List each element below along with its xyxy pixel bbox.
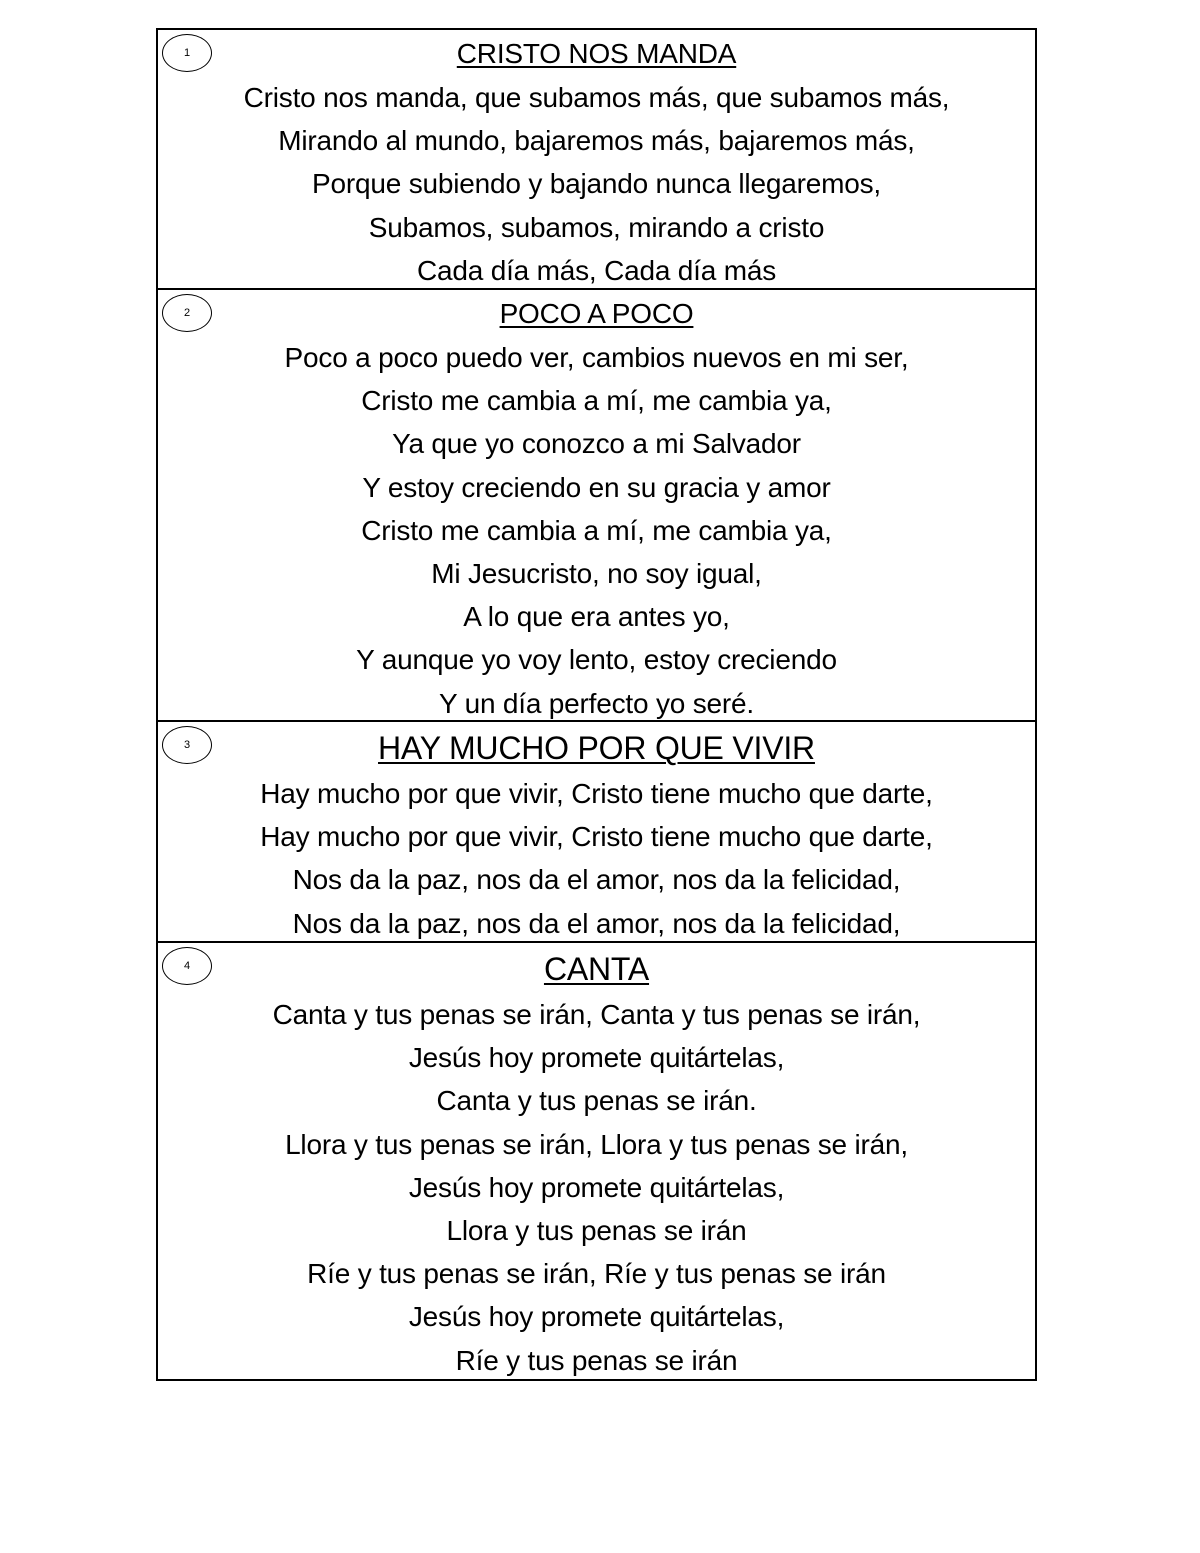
lyric-line: Ríe y tus penas se irán, Ríe y tus penas se irán [307,1258,886,1290]
song-lyrics [158,76,1035,290]
lyric-line: Mi Jesucristo, no soy igual, [431,558,762,590]
lyric-line: Cada día más, Cada día más [417,254,776,286]
song-number-badge: 4 [162,947,212,985]
song-number-badge: 2 [162,294,212,332]
lyric-line: Subamos, subamos, mirando a cristo [368,211,825,243]
lyric-line: Poco a poco puedo ver, cambios nuevos en mi ser, [284,342,909,373]
song-number-badge: 3 [162,726,212,764]
lyric-line: Jesús hoy promete quitártelas, [408,1171,785,1203]
lyric-line: Nos da la paz, nos da el amor, nos da la felicidad, [292,864,901,896]
song-title: POCO A POCO [499,298,694,329]
lyric-line: Hay mucho por que vivir, Cristo tiene mucho que darte, [260,821,933,853]
lyric-line: Nos da la paz, nos da el amor, nos da la felicidad, [292,907,901,939]
lyric-line: Jesús hoy promete quitártelas, [408,1042,785,1074]
song-number-badge: 1 [162,34,212,72]
lyric-line: Y aunque yo voy lento, estoy creciendo [356,644,837,676]
lyric-line: Cristo nos manda, que subamos más, que subamos más, [243,82,950,113]
lyric-line: Y un día perfecto yo seré. [439,687,754,719]
song-lyrics [158,772,1035,943]
song-lyrics [158,336,1035,722]
lyric-line: Canta y tus penas se irán. [436,1085,757,1117]
song-title: CRISTO NOS MANDA [456,38,737,69]
song-block-2 [158,290,1035,722]
lyric-line: Porque subiendo y bajando nunca llegaremos, [312,168,881,200]
lyric-line: Ya que yo conozco a mi Salvador [392,428,801,460]
song-block-4 [158,943,1035,1379]
lyric-line: Canta y tus penas se irán, Canta y tus penas se irán, [272,999,921,1030]
lyric-line: Hay mucho por que vivir, Cristo tiene mucho que darte, [260,778,933,809]
song-title: HAY MUCHO POR QUE VIVIR [378,730,815,766]
song-lyrics [158,993,1035,1379]
lyric-line: Mirando al mundo, bajaremos más, bajaremos más, [278,125,915,157]
lyric-line: A lo que era antes yo, [463,601,730,633]
lyric-line: Cristo me cambia a mí, me cambia ya, [361,385,832,417]
song-title: CANTA [543,951,650,987]
lyric-line: Llora y tus penas se irán, Llora y tus penas se irán, [285,1128,908,1160]
lyric-line: Ríe y tus penas se irán [455,1344,738,1376]
lyric-line: Y estoy creciendo en su gracia y amor [362,471,831,503]
lyric-line: Llora y tus penas se irán [446,1215,747,1247]
lyric-line: Jesús hoy promete quitártelas, [408,1301,785,1333]
lyric-line: Cristo me cambia a mí, me cambia ya, [361,514,832,546]
songbook-table [156,28,1037,1381]
song-block-1 [158,30,1035,290]
song-block-3 [158,722,1035,943]
